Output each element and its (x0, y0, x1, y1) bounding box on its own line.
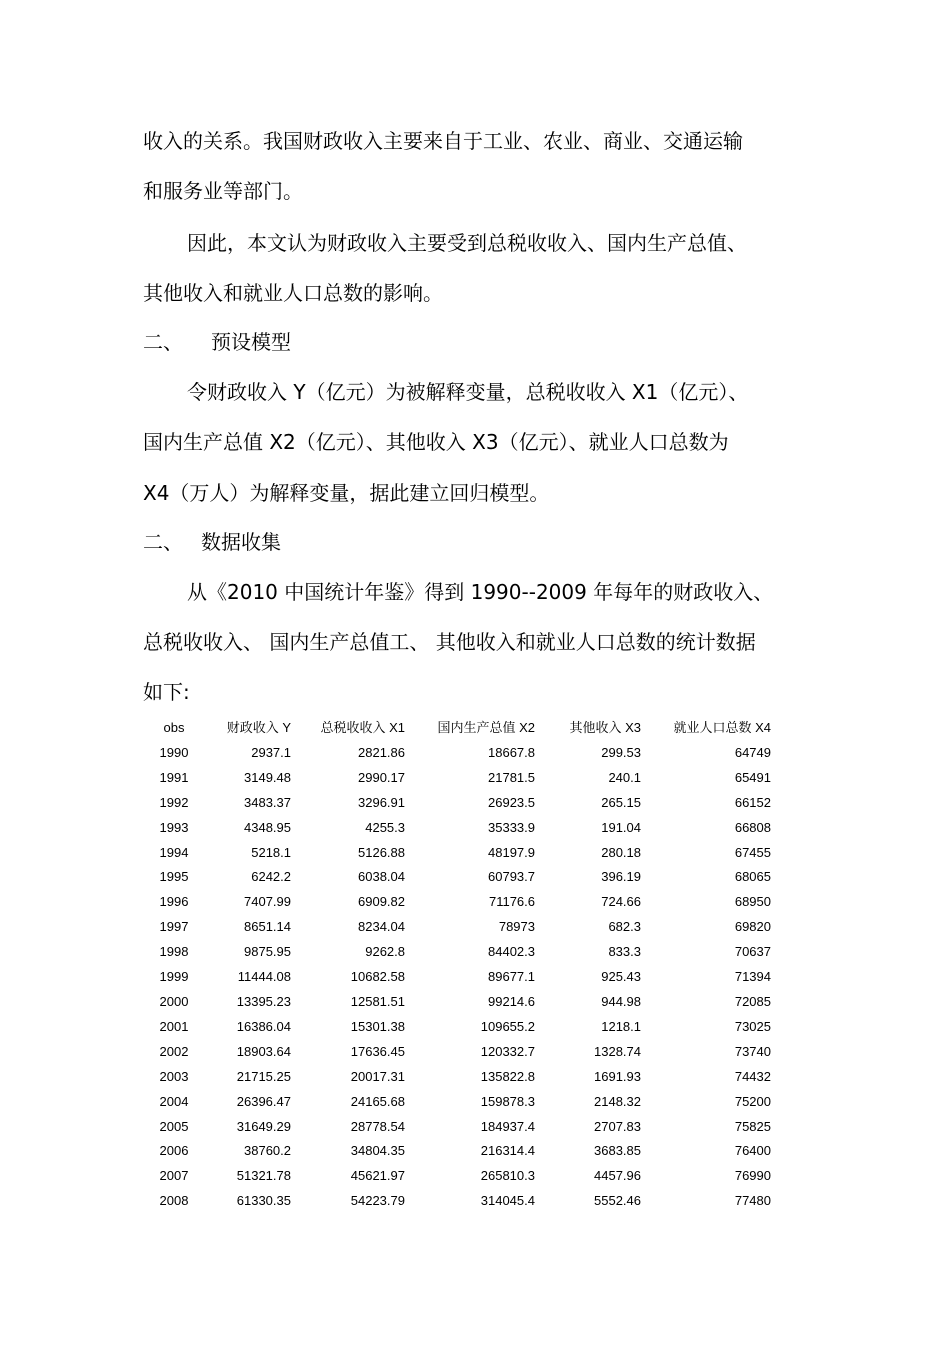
table-cell: 9262.8 (365, 944, 405, 960)
paragraph-line: 因此，本文认为财政收入主要受到总税收收入、国内生产总值、 (187, 231, 747, 255)
table-cell: 2937.1 (251, 744, 291, 760)
table-cell: 280.18 (601, 844, 641, 860)
table-cell: 76990 (734, 1168, 771, 1184)
table-cell: 31649.29 (236, 1118, 291, 1134)
table-row (143, 940, 771, 965)
table-row (143, 1115, 771, 1140)
table-cell: 2002 (159, 1043, 189, 1059)
table-cell: 191.04 (601, 819, 641, 835)
table-row (143, 791, 771, 816)
table-cell: 4457.96 (594, 1168, 641, 1184)
table-cell: 4255.3 (365, 819, 405, 835)
table-cell: 6909.82 (358, 894, 405, 910)
table-cell: 73025 (734, 1018, 771, 1034)
table-cell: 60793.7 (488, 869, 535, 885)
table-cell: 26923.5 (488, 794, 535, 810)
table-cell: 682.3 (608, 919, 641, 935)
table-cell: 77480 (734, 1193, 771, 1209)
table-cell: 120332.7 (480, 1043, 535, 1059)
table-row (143, 865, 771, 890)
table-cell: 51321.78 (236, 1168, 291, 1184)
heading-text: 数据收集 (201, 530, 281, 554)
table-cell: 26396.47 (236, 1093, 291, 1109)
table-cell: 28778.54 (350, 1118, 405, 1134)
table-row (143, 990, 771, 1015)
table-cell: 54223.79 (350, 1193, 405, 1209)
table-row (143, 1189, 771, 1214)
table-cell: 70637 (734, 944, 771, 960)
table-cell: 135822.8 (480, 1068, 535, 1084)
table-cell: 7407.99 (244, 894, 291, 910)
table-row (143, 915, 771, 940)
table-cell: 184937.4 (480, 1118, 535, 1134)
table-cell: 1993 (159, 819, 189, 835)
table-cell: 8651.14 (244, 919, 291, 935)
table-cell: 1991 (159, 769, 189, 785)
table-row (143, 1164, 771, 1189)
table-row (143, 965, 771, 990)
table-cell: 3683.85 (594, 1143, 641, 1159)
table-cell: 833.3 (608, 944, 641, 960)
table-row (143, 766, 771, 791)
table-cell: 1994 (159, 844, 189, 860)
paragraph-line: 其他收入和就业人口总数的影响。 (143, 281, 443, 305)
table-cell: 109655.2 (480, 1018, 535, 1034)
table-cell: 2007 (159, 1168, 189, 1184)
table-cell: 2006 (159, 1143, 189, 1159)
table-cell: 2004 (159, 1093, 189, 1109)
column-header: 国内生产总值 X2 (437, 720, 535, 735)
table-cell: 2990.17 (358, 769, 405, 785)
table-cell: 2003 (159, 1068, 189, 1084)
table-cell: 11444.08 (237, 969, 291, 985)
table-cell: 1999 (159, 969, 189, 985)
table-cell: 75825 (734, 1118, 771, 1134)
table-cell: 21715.25 (236, 1068, 291, 1084)
table-cell: 1990 (159, 744, 189, 760)
table-row (143, 816, 771, 841)
table-row (143, 1040, 771, 1065)
table-row (143, 1139, 771, 1164)
table-cell: 9875.95 (244, 944, 291, 960)
table-cell: 1995 (159, 869, 189, 885)
column-header: 就业人口总数 X4 (673, 720, 771, 735)
table-cell: 38760.2 (244, 1143, 291, 1159)
table-cell: 66152 (734, 794, 771, 810)
table-cell: 925.43 (601, 969, 641, 985)
table-cell: 265.15 (601, 794, 641, 810)
table-cell: 159878.3 (480, 1093, 535, 1109)
table-cell: 6242.2 (251, 869, 291, 885)
table-cell: 1992 (159, 794, 189, 810)
table-cell: 68065 (734, 869, 771, 885)
table-cell: 16386.04 (236, 1018, 291, 1034)
table-cell: 299.53 (601, 744, 641, 760)
paragraph-line: 总税收收入、 国内生产总值工、 其他收入和就业人口总数的统计数据 (143, 630, 756, 654)
table-cell: 69820 (734, 919, 771, 935)
table-cell: 5126.88 (358, 844, 405, 860)
table-body (143, 741, 771, 1214)
table-cell: 2001 (159, 1018, 189, 1034)
table-cell: 944.98 (601, 993, 641, 1009)
table-cell: 67455 (734, 844, 771, 860)
table-cell: 3483.37 (244, 794, 291, 810)
table-cell: 6038.04 (358, 869, 405, 885)
table-header-row (143, 716, 771, 741)
table-cell: 45621.97 (350, 1168, 405, 1184)
statistics-table (143, 716, 771, 1214)
column-header: 财政收入 Y (226, 720, 291, 735)
table-cell: 12581.51 (350, 993, 405, 1009)
table-cell: 2707.83 (594, 1118, 641, 1134)
table-cell: 76400 (734, 1143, 771, 1159)
paragraph-line: 和服务业等部门。 (143, 179, 303, 203)
table-cell: 2000 (159, 993, 189, 1009)
table-cell: 75200 (734, 1093, 771, 1109)
table-cell: 15301.38 (350, 1018, 405, 1034)
table-cell: 1328.74 (594, 1043, 641, 1059)
paragraph-line: 令财政收入 Y（亿元）为被解释变量，总税收收入 X1（亿元）、 (187, 380, 749, 404)
table-cell: 18903.64 (236, 1043, 291, 1059)
table-cell: 1997 (159, 919, 189, 935)
table-cell: 64749 (734, 744, 771, 760)
table-row (143, 1015, 771, 1040)
table-cell: 89677.1 (488, 969, 535, 985)
table-cell: 18667.8 (488, 744, 535, 760)
table-cell: 1996 (159, 894, 189, 910)
table-cell: 68950 (734, 894, 771, 910)
paragraph-line: 国内生产总值 X2（亿元）、其他收入 X3（亿元）、就业人口总数为 (143, 430, 729, 454)
table-cell: 3296.91 (358, 794, 405, 810)
table-cell: 35333.9 (488, 819, 535, 835)
table-cell: 396.19 (601, 869, 641, 885)
table-cell: 5218.1 (251, 844, 291, 860)
paragraph-line: 如下: (143, 680, 190, 704)
table-cell: 2005 (159, 1118, 189, 1134)
table-row (143, 1090, 771, 1115)
table-cell: 2008 (159, 1193, 189, 1209)
heading-number: 二、 (143, 330, 183, 354)
column-header: 总税收收入 X1 (320, 720, 405, 735)
table-cell: 48197.9 (488, 844, 535, 860)
table-cell: 1691.93 (594, 1068, 641, 1084)
table-cell: 216314.4 (480, 1143, 535, 1159)
section-heading-model (143, 329, 291, 355)
table-cell: 21781.5 (488, 769, 535, 785)
table-cell: 10682.58 (350, 969, 405, 985)
heading-text: 预设模型 (211, 330, 291, 354)
table-cell: 13395.23 (236, 993, 291, 1009)
table-cell: 61330.35 (236, 1193, 291, 1209)
table-cell: 724.66 (601, 894, 641, 910)
table-cell: 265810.3 (480, 1168, 535, 1184)
table-row (143, 890, 771, 915)
table-cell: 2148.32 (594, 1093, 641, 1109)
heading-number: 二、 (143, 530, 183, 554)
table-row (143, 841, 771, 866)
table-cell: 84402.3 (488, 944, 535, 960)
table-cell: 65491 (734, 769, 771, 785)
table-cell: 72085 (734, 993, 771, 1009)
column-header: 其他收入 X3 (569, 720, 641, 735)
table-cell: 74432 (734, 1068, 771, 1084)
table-cell: 4348.95 (244, 819, 291, 835)
table-cell: 66808 (734, 819, 771, 835)
table-cell: 17636.45 (350, 1043, 405, 1059)
table-row (143, 1065, 771, 1090)
table-cell: 73740 (734, 1043, 771, 1059)
table-cell: 71176.6 (488, 894, 535, 910)
table-cell: 24165.68 (350, 1093, 405, 1109)
table-cell: 8234.04 (358, 919, 405, 935)
table-cell: 34804.35 (350, 1143, 405, 1159)
section-heading-data (143, 529, 281, 555)
table-cell: 1218.1 (601, 1018, 641, 1034)
table-cell: 71394 (734, 969, 771, 985)
column-header: obs (163, 720, 185, 735)
table-cell: 2821.86 (358, 744, 405, 760)
table-cell: 1998 (159, 944, 189, 960)
table-row (143, 741, 771, 766)
table-cell: 78973 (498, 919, 535, 935)
table-cell: 314045.4 (480, 1193, 535, 1209)
table-cell: 20017.31 (350, 1068, 405, 1084)
table-cell: 240.1 (608, 769, 641, 785)
paragraph-line: X4（万人）为解释变量，据此建立回归模型。 (143, 481, 550, 505)
paragraph-line: 收入的关系。我国财政收入主要来自于工业、农业、商业、交通运输 (143, 129, 743, 153)
paragraph-line: 从《2010 中国统计年鉴》得到 1990--2009 年每年的财政收入、 (187, 580, 774, 604)
table-cell: 99214.6 (488, 993, 535, 1009)
table-cell: 5552.46 (594, 1193, 641, 1209)
table-cell: 3149.48 (244, 769, 291, 785)
